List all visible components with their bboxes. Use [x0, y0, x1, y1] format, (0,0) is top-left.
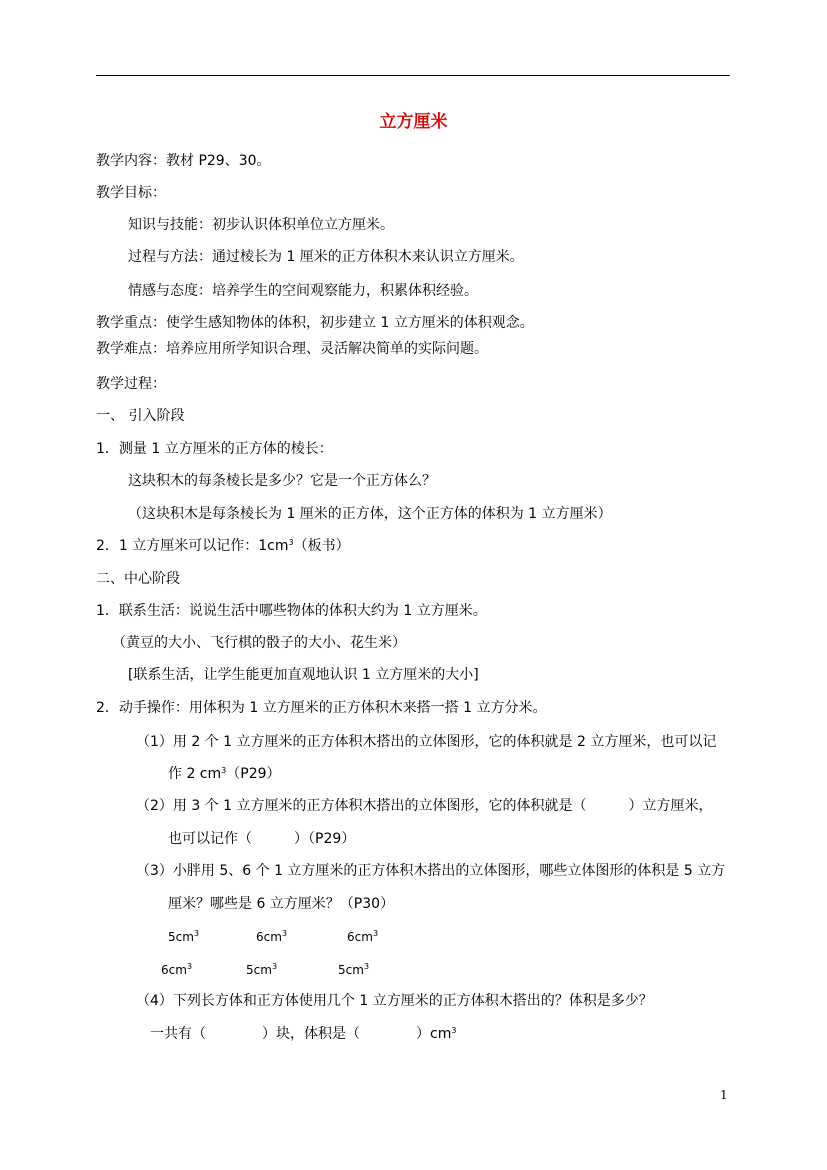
volume-value: 6: [256, 930, 264, 944]
q1-ref: （P29）: [226, 766, 281, 782]
goal-knowledge: 知识与技能：初步认识体积单位立方厘米。: [128, 217, 394, 233]
volume-value: 6: [161, 963, 169, 977]
volume-sup: 3: [372, 929, 379, 938]
header-rule: [96, 75, 730, 76]
q4-answer-sup: 3: [451, 1026, 457, 1035]
question-4-answer: [150, 1025, 456, 1043]
stage-1-answer: （这块积木是每条棱长为 1 厘米的正方体，这个正方体的体积为 1 立方厘米）: [128, 506, 612, 522]
q1-sup: 3: [221, 766, 227, 775]
teaching-content: 教学内容：教材 P29、30。: [96, 153, 271, 169]
volume-sup: 3: [271, 962, 278, 971]
question-4: （4）下列长方体和正方体使用几个 1 立方厘米的正方体积木搭出的？体积是多少？: [136, 993, 653, 1009]
question-3-line-2: 厘米？哪些是 6 立方厘米？（P30）: [168, 896, 395, 912]
stage-2-heading: 二、中心阶段: [96, 571, 180, 587]
stage-1-question: 这块积木的每条棱长是多少？它是一个正方体么？: [128, 473, 436, 489]
q4-answer-text: 一共有（ ）块，体积是（ ）cm: [150, 1026, 452, 1042]
volume-unit: cm: [168, 963, 187, 977]
question-3-line-1: （3）小胖用 5、6 个 1 立方厘米的正方体积木搭出的立体图形，哪些立体图形的体积是 5 立方: [136, 863, 726, 879]
volume-label-2: [256, 928, 287, 946]
stage-2-item-2: 2．动手操作：用体积为 1 立方厘米的正方体积木来搭一搭 1 立方分米。: [96, 700, 547, 716]
volume-sup: 3: [281, 929, 288, 938]
q1-text: 作 2 cm: [168, 766, 222, 782]
stage-2-item-1-answer: （黄豆的大小、飞行棋的骰子的大小、花生米）: [112, 635, 406, 651]
volume-unit: cm: [345, 963, 364, 977]
volume-sup: 3: [193, 929, 200, 938]
volume-label-4: [161, 961, 192, 979]
volume-unit: cm: [175, 930, 194, 944]
page-number: 1: [720, 1088, 728, 1102]
volume-value: 5: [338, 963, 346, 977]
volume-label-6: [338, 961, 369, 979]
question-1-line-1: （1）用 2 个 1 立方厘米的正方体积木搭出的立体图形，它的体积就是 2 立方厘米，也可以记: [136, 734, 717, 750]
volume-unit: cm: [354, 930, 373, 944]
volume-value: 6: [347, 930, 355, 944]
page-title: 立方厘米: [379, 112, 448, 132]
volume-unit: cm: [263, 930, 282, 944]
goal-attitude: 情感与态度：培养学生的空间观察能力，积累体积经验。: [128, 283, 478, 299]
notation-text: 2．1 立方厘米可以记作：1cm: [96, 538, 289, 554]
question-1-line-2: [168, 765, 281, 783]
key-point: 教学重点：使学生感知物体的体积，初步建立 1 立方厘米的体积观念。: [96, 315, 534, 331]
difficulty: 教学难点：培养应用所学知识合理、灵活解决简单的实际问题。: [96, 341, 488, 357]
goal-process: 过程与方法：通过棱长为 1 厘米的正方体积木来认识立方厘米。: [128, 249, 524, 265]
process-heading: 教学过程：: [96, 376, 166, 392]
notation-sup: 3: [288, 538, 294, 547]
volume-value: 5: [168, 930, 176, 944]
question-2-line-1: （2）用 3 个 1 立方厘米的正方体积木搭出的立体图形，它的体积就是（ ）立方厘米，: [136, 798, 713, 814]
volume-sup: 3: [363, 962, 370, 971]
stage-2-item-1: 1．联系生活：说说生活中哪些物体的体积大约为 1 立方厘米。: [96, 603, 487, 619]
volume-label-1: [168, 928, 199, 946]
stage-2-item-1-note: [联系生活，让学生能更加直观地认识 1 立方厘米的大小]: [128, 667, 479, 683]
goals-heading: 教学目标：: [96, 185, 166, 201]
notation-note: （板书）: [293, 538, 350, 554]
question-2-line-2: 也可以记作（ ）（P29）: [168, 831, 356, 847]
volume-unit: cm: [253, 963, 272, 977]
stage-1-item-2: [96, 537, 350, 555]
stage-1-item-1: 1．测量 1 立方厘米的正方体的棱长：: [96, 441, 333, 457]
stage-1-heading: 一、 引入阶段: [96, 408, 185, 424]
volume-label-5: [246, 961, 277, 979]
volume-sup: 3: [186, 962, 193, 971]
volume-value: 5: [246, 963, 254, 977]
volume-label-3: [347, 928, 378, 946]
